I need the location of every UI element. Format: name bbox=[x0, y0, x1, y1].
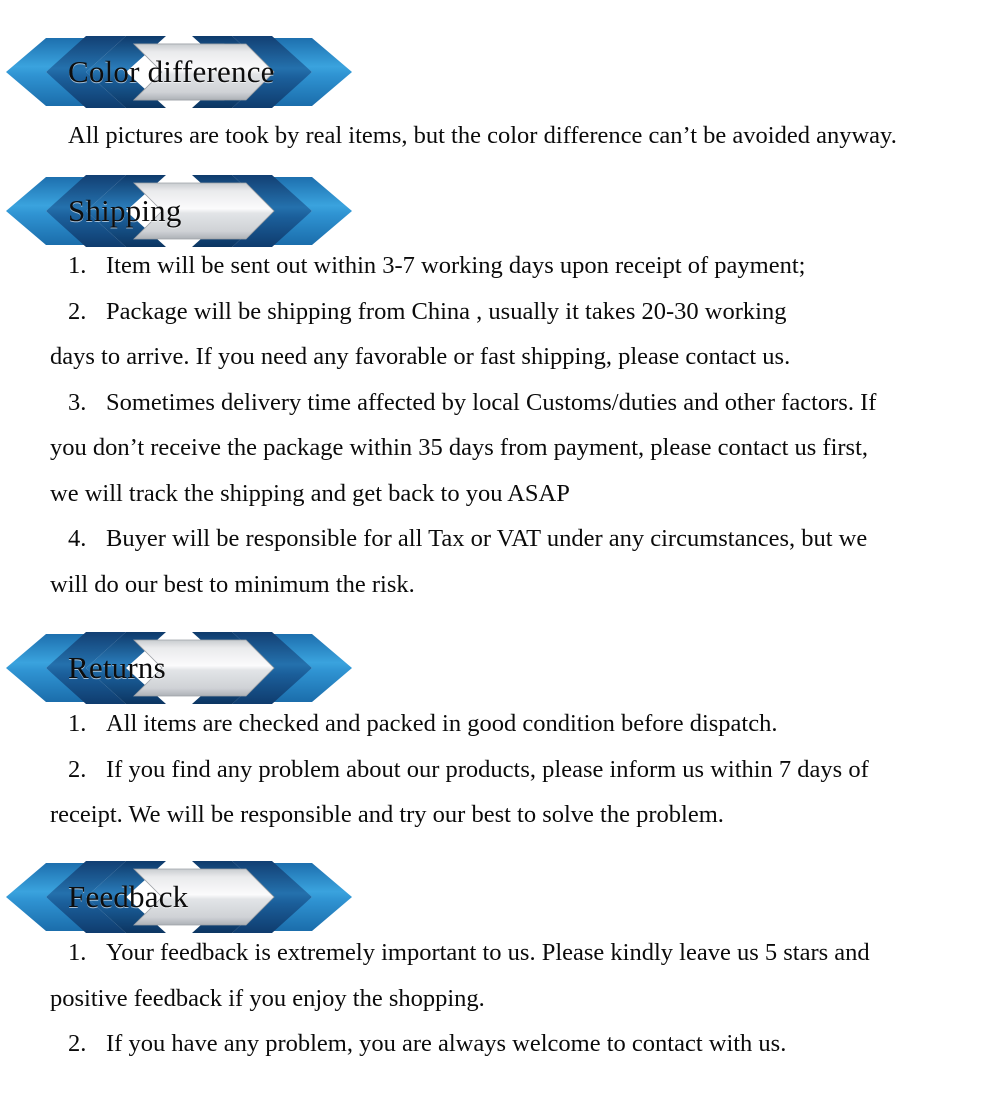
banner-chevron-graphic bbox=[0, 628, 358, 708]
list-item-text: Package will be shipping from China , usually it takes 20-30 working bbox=[106, 297, 787, 325]
banner-chevron-graphic bbox=[0, 32, 358, 112]
list-item-text: we will track the shipping and get back to you ASAP bbox=[50, 479, 570, 507]
shipping-list bbox=[50, 243, 980, 607]
list-item bbox=[50, 930, 980, 1021]
section-returns bbox=[0, 628, 1000, 828]
section-body-shipping bbox=[50, 243, 980, 607]
section-shipping bbox=[0, 171, 1000, 598]
banner-feedback bbox=[0, 857, 358, 937]
banner-title: Color difference bbox=[68, 54, 275, 89]
list-item-text: will do our best to minimum the risk. bbox=[50, 570, 415, 598]
section-body-feedback bbox=[50, 930, 980, 1067]
section-body-returns bbox=[50, 701, 980, 838]
banner-chevron-graphic bbox=[0, 171, 358, 251]
section-body-color-difference bbox=[68, 113, 978, 158]
section-color-difference bbox=[0, 32, 1000, 149]
list-item bbox=[50, 1021, 980, 1067]
list-item-text: Buyer will be responsible for all Tax or VAT under any circumstances, but we bbox=[106, 525, 868, 552]
list-item bbox=[50, 289, 980, 380]
list-item-number: 1. bbox=[68, 252, 87, 279]
list-item-text: Sometimes delivery time affected by local Customs/duties and other factors. If bbox=[106, 388, 877, 416]
list-item-text: If you have any problem, you are always welcome to contact with us. bbox=[106, 1030, 787, 1057]
banner-title: Shipping bbox=[68, 193, 182, 228]
list-item bbox=[50, 701, 980, 747]
banner-returns bbox=[0, 628, 358, 708]
list-item-number: 4. bbox=[68, 525, 87, 552]
list-item-number: 1. bbox=[68, 710, 87, 737]
list-item-number: 1. bbox=[68, 939, 87, 966]
list-item-number: 2. bbox=[68, 755, 87, 783]
list-item-number: 3. bbox=[68, 388, 87, 416]
list-item-text: All items are checked and packed in good condition before dispatch. bbox=[106, 710, 778, 737]
banner-chevron-graphic bbox=[0, 857, 358, 937]
paragraph: All pictures are took by real items, but the color difference can’t be avoided anyway. bbox=[68, 122, 897, 149]
section-feedback bbox=[0, 857, 1000, 1057]
list-item-text: If you find any problem about our products, please inform us within 7 days of bbox=[106, 755, 869, 783]
list-item bbox=[50, 747, 980, 838]
banner-shipping bbox=[0, 171, 358, 251]
list-item-text: Item will be sent out within 3-7 working days upon receipt of payment; bbox=[106, 252, 806, 279]
list-item-number: 2. bbox=[68, 297, 87, 325]
banner-title: Feedback bbox=[68, 879, 189, 914]
list-item bbox=[50, 516, 980, 607]
list-item-text: Your feedback is extremely important to us. Please kindly leave us 5 stars and bbox=[106, 939, 870, 966]
banner-color-difference bbox=[0, 32, 358, 112]
list-item-text: days to arrive. If you need any favorable or fast shipping, please contact us. bbox=[50, 343, 791, 370]
list-item bbox=[50, 243, 980, 289]
returns-list bbox=[50, 701, 980, 838]
list-item-number: 2. bbox=[68, 1030, 87, 1057]
list-item-text: receipt. We will be responsible and try our best to solve the problem. bbox=[50, 801, 724, 828]
list-item-text: positive feedback if you enjoy the shopping. bbox=[50, 984, 485, 1012]
banner-title: Returns bbox=[68, 650, 166, 685]
list-item bbox=[50, 380, 980, 517]
feedback-list bbox=[50, 930, 980, 1067]
list-item-text: you don’t receive the package within 35 days from payment, please contact us first, bbox=[50, 434, 868, 461]
